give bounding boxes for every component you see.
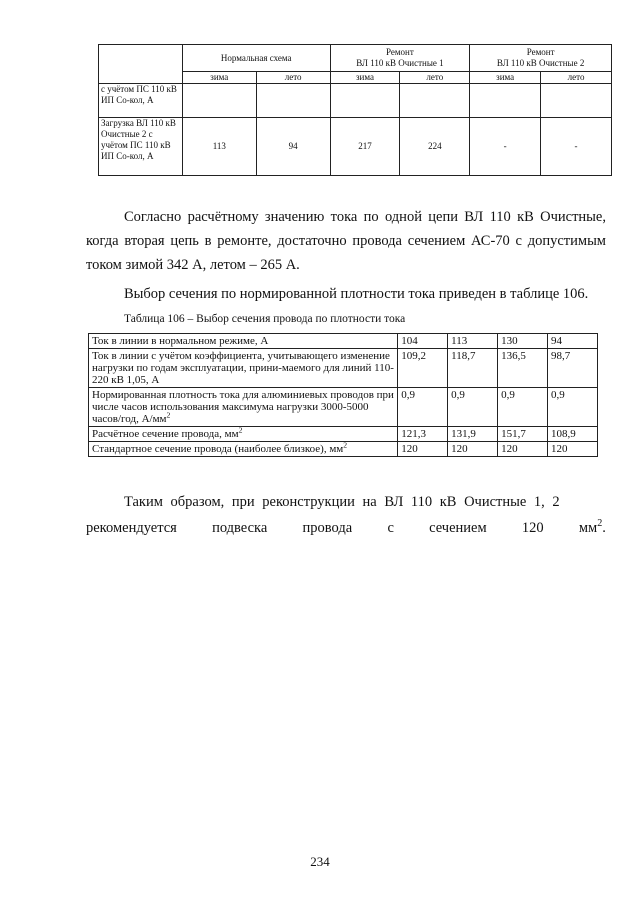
table-row	[89, 349, 598, 388]
table2-cell: 0,9	[548, 388, 598, 427]
table-row	[89, 388, 598, 427]
table1-cell: 113	[182, 118, 256, 176]
table2-cell: 94	[548, 334, 598, 349]
table2-row-label: Стандартное сечение провода (наиболее близкое), $мм^2$	[89, 442, 398, 457]
table2-cell: 136,5	[498, 349, 548, 388]
table1-subheader-winter: зима	[470, 72, 541, 84]
table1-header-repair2-line1: Ремонт	[526, 47, 555, 57]
table1-header-normal: Нормальная схема	[182, 45, 330, 72]
table2-cell: 108,9	[548, 427, 598, 442]
table1-header-repair1-line1: Ремонт	[385, 47, 414, 57]
table1-cell: -	[470, 118, 541, 176]
word: рекомендуется	[86, 520, 177, 536]
table1-cell	[256, 84, 330, 118]
table1-cell: -	[541, 118, 612, 176]
table2-cell: 0,9	[498, 388, 548, 427]
table1-subheader-summer: лето	[400, 72, 470, 84]
table-row	[89, 334, 598, 349]
word: сечением	[429, 520, 487, 536]
table1-header-repair1	[330, 45, 470, 72]
table2-row-label: Нормированная плотность тока для алюминиевых проводов при числе часов использования максимума нагрузки 3000-5000 часов/год, $А/мм^2$	[89, 388, 398, 427]
table1-cell	[400, 84, 470, 118]
word: провода	[302, 520, 353, 536]
table2-cell: 113	[448, 334, 498, 349]
table1-header-repair2-line2: ВЛ 110 кВ Очистные 2	[496, 58, 585, 68]
table1-cell: 94	[256, 118, 330, 176]
table1-row-label: Загрузка ВЛ 110 кВ Очистные 2 с учётом ПС 110 кВ ИП Со-кол, А	[99, 118, 183, 176]
paragraph-recommendation: Таким образом, при реконструкции на ВЛ 110 кВ Очистные 1, 2	[124, 494, 560, 510]
table1-header-repair2	[470, 45, 612, 72]
table2-cell: 109,2	[398, 349, 448, 388]
table1-cell: 217	[330, 118, 400, 176]
table1-cell	[470, 84, 541, 118]
table1-cell: 224	[400, 118, 470, 176]
unit: $мм^2$.	[578, 518, 606, 536]
paragraph-recommendation-continued	[86, 516, 606, 540]
paragraph-current-conclusion: Согласно расчётному значению тока по одной цепи ВЛ 110 кВ Очистные, когда вторая цепь в ремонте, достаточно провода сечением АС-70 с допустимым током зимой 342 А, летом – 265 А.	[86, 209, 606, 273]
table2-cell: 0,9	[448, 388, 498, 427]
current-load-table	[98, 44, 612, 176]
table-row	[89, 427, 598, 442]
table1-cell	[541, 84, 612, 118]
table-caption: Таблица 106 – Выбор сечения провода по плотности тока	[124, 313, 406, 325]
table2-row-label: Ток в линии с учётом коэффициента, учитывающего изменение нагрузки по годам эксплуатации, прини-маемого для линий 110-220 кВ 1,05, А	[89, 349, 398, 388]
table2-cell: 120	[548, 442, 598, 457]
table1-header-repair1-line2: ВЛ 110 кВ Очистные 1	[356, 58, 444, 68]
page-number: 234	[310, 854, 330, 869]
table2-cell: 118,7	[448, 349, 498, 388]
table1-cell	[330, 84, 400, 118]
table1-subheader-winter: зима	[182, 72, 256, 84]
table2-cell: 0,9	[398, 388, 448, 427]
table1-subheader-summer: лето	[541, 72, 612, 84]
table2-cell: 120	[398, 442, 448, 457]
table2-cell: 104	[398, 334, 448, 349]
table-row	[89, 442, 598, 457]
table2-cell: 120	[448, 442, 498, 457]
table2-row-label: Ток в линии в нормальном режиме, А	[89, 334, 398, 349]
table2-cell: 120	[498, 442, 548, 457]
table1-subheader-winter: зима	[330, 72, 400, 84]
table1-cell	[182, 84, 256, 118]
table1-subheader-summer: лето	[256, 72, 330, 84]
word: подвеска	[212, 520, 268, 536]
table1-row-label: с учётом ПС 110 кВ ИП Со-кол, А	[99, 84, 183, 118]
table-row	[99, 118, 612, 176]
table2-cell: 131,9	[448, 427, 498, 442]
table2-row-label: Расчётное сечение провода, $мм^2$	[89, 427, 398, 442]
cross-section-table	[88, 333, 598, 457]
table1-corner-cell	[99, 45, 183, 84]
table2-cell: 151,7	[498, 427, 548, 442]
word: с	[387, 520, 394, 536]
table2-cell: 130	[498, 334, 548, 349]
table2-cell: 121,3	[398, 427, 448, 442]
table2-cell: 98,7	[548, 349, 598, 388]
table-row	[99, 84, 612, 118]
word: 120	[521, 520, 544, 536]
paragraph-table-reference: Выбор сечения по нормированной плотности тока приведен в таблице 106.	[124, 286, 589, 302]
